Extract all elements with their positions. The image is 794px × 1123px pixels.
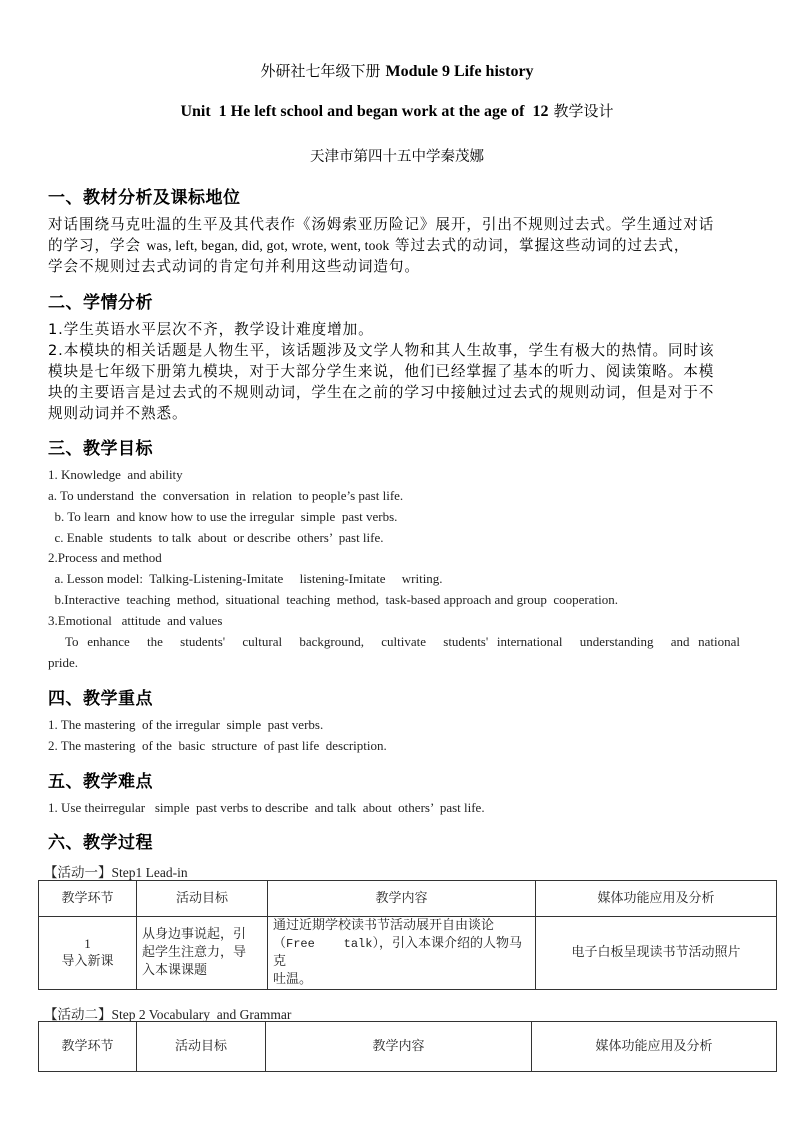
content-cell (268, 917, 536, 990)
s4-line: 1. The mastering of the irregular simple past verbs. (48, 717, 324, 732)
s5-line: 1. Use theirregular simple past verbs to describe and talk about others’ past life. (48, 800, 485, 815)
s1-line-2-cn-a: 的学习，学会 (48, 237, 141, 254)
header-cell: 教学环节 (39, 1022, 137, 1072)
activity-2-label-en: Step 2 Vocabulary and Grammar (111, 1007, 292, 1022)
activity-1-table (38, 880, 777, 990)
s3-line: 3.Emotional attitude and values (48, 613, 223, 628)
s4-line: 2. The mastering of the basic structure of past life description. (48, 738, 387, 753)
activity-1-label-cn: 【活动一】 (44, 865, 112, 881)
goal-line: 起学生注意力，导 (142, 945, 247, 960)
activity-1-label (44, 861, 188, 881)
goal-line: 入本课课题 (142, 963, 208, 978)
content-line-2-rest: ），引入本课介绍的人物马克 (273, 936, 522, 969)
section-heading-3: 三、教学目标 (48, 439, 153, 459)
section-heading-1: 一、教材分析及课标地位 (48, 188, 241, 208)
header-cell: 活动目标 (137, 1022, 266, 1072)
table-row (39, 917, 777, 990)
s3-line: c. Enable students to talk about or describe others’ past life. (48, 530, 384, 545)
content-line (273, 935, 530, 971)
goal-cell (137, 917, 268, 990)
s1-verbs: was, left, began, did, got, wrote, went, took (146, 238, 390, 253)
s1-line-3: 学会不规则过去式动词的肯定句并利用这些动词造句。 (48, 258, 420, 275)
subtitle-en: Unit 1 He left school and began work at the age of 12 (180, 103, 549, 120)
header-cell: 教学内容 (268, 881, 536, 917)
s3-line: b. To learn and know how to use the irregular simple past verbs. (48, 509, 398, 524)
s2-line: 1.学生英语水平层次不齐，教学设计难度增加。 (48, 321, 374, 338)
s1-line-2 (48, 236, 689, 256)
table-header-row (39, 881, 777, 917)
header-cell: 媒体功能应用及分析 (532, 1022, 777, 1072)
s3-line: 1. Knowledge and ability (48, 467, 183, 482)
media-cell: 电子白板呈现读书节活动照片 (536, 917, 777, 990)
document-subtitle (0, 100, 794, 121)
content-paren-open: （ (273, 936, 287, 951)
document-title (0, 60, 794, 81)
stage-number: 1 (84, 936, 91, 951)
content-line: 吐温。 (273, 972, 313, 987)
s2-line: 规则动词并不熟悉。 (48, 405, 188, 422)
s3-line: To enhance the students' cultural background, cultivate students' international understanding and national (48, 634, 740, 649)
s3-line: pride. (48, 655, 78, 670)
header-cell: 活动目标 (137, 881, 268, 917)
s3-line: b.Interactive teaching method, situational teaching method, task-based approach and group cooperation. (48, 592, 619, 607)
section-heading-6: 六、教学过程 (48, 833, 153, 853)
s2-line: 2.本模块的相关话题是人物生平，该话题涉及文学人物和其人生故事，学生有极大的热情。同时该 (48, 342, 715, 359)
section-heading-4: 四、教学重点 (48, 689, 153, 709)
s2-line: 模块是七年级下册第九模块，对于大部分学生来说，他们已经掌握了基本的听力、阅读策略。本模 (48, 363, 715, 380)
s2-line: 块的主要语言是过去式的不规则动词，学生在之前的学习中接触过过去式的规则动词，但是对于不 (48, 384, 715, 401)
s3-line: 2.Process and method (48, 550, 162, 565)
activity-2-table (38, 1021, 777, 1072)
s3-line: a. To understand the conversation in relation to people’s past life. (48, 488, 404, 503)
header-cell: 教学环节 (39, 881, 137, 917)
s3-line: a. Lesson model: Talking-Listening-Imitate listening-Imitate writing. (48, 571, 443, 586)
title-cn: 外研社七年级下册 (260, 62, 381, 80)
activity-1-label-en: Step1 Lead-in (111, 865, 188, 880)
stage-cell (39, 917, 137, 990)
header-cell: 教学内容 (266, 1022, 532, 1072)
activity-2-label-cn: 【活动二】 (44, 1007, 112, 1023)
stage-name: 导入新课 (61, 954, 114, 969)
section-heading-5: 五、教学难点 (48, 772, 153, 792)
section-heading-2: 二、学情分析 (48, 293, 153, 313)
s1-line-1: 对话围绕马克吐温的生平及其代表作《汤姆索亚历险记》展开，引出不规则过去式。学生通过对话 (48, 216, 715, 233)
header-cell: 媒体功能应用及分析 (536, 881, 777, 917)
table-header-row (39, 1022, 777, 1072)
author: 天津市第四十五中学秦茂娜 (310, 149, 484, 165)
content-line: 通过近期学校读书节活动展开自由谈论 (273, 918, 495, 933)
activity-2-label (44, 1003, 291, 1023)
content-free-talk: Free talk (286, 937, 373, 951)
title-en: Module 9 Life history (385, 63, 534, 80)
subtitle-cn: 教学设计 (553, 102, 614, 120)
goal-line: 从身边事说起，引 (142, 927, 247, 942)
s1-line-2-cn-b: 等过去式的动词，掌握这些动词的过去式， (395, 237, 690, 254)
